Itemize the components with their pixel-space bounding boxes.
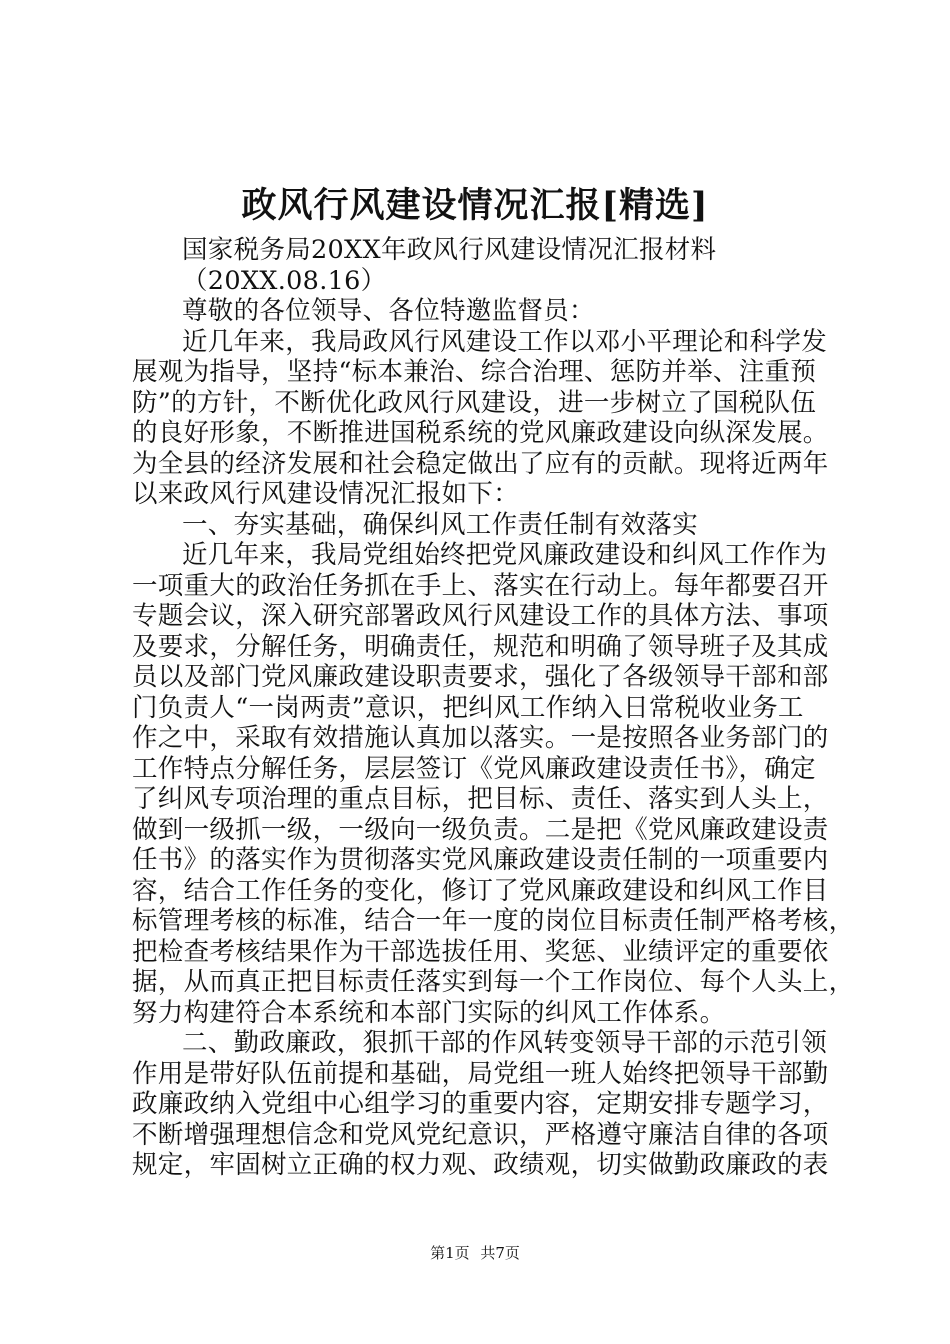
text-line: 国家税务局20XX年政风行风建设情况汇报材料	[182, 235, 717, 265]
page-number: 第1页	[430, 1244, 470, 1262]
text-line: 尊敬的各位领导、各位特邀监督员：	[182, 296, 595, 326]
text-line: （20XX.08.16）	[182, 265, 387, 296]
text-line: 员以及部门党风廉政建设职责要求，强化了各级领导干部和部	[132, 662, 829, 692]
text-line: 任书》的落实作为贯彻落实党风廉政建设责任制的一项重要内	[132, 845, 829, 875]
text-line: 了纠风专项治理的重点目标，把目标、责任、落实到人头上，	[132, 784, 829, 814]
text-line: 二、勤政廉政，狠抓干部的作风转变领导干部的示范引领	[182, 1028, 828, 1058]
text-line: 容，结合工作任务的变化，修订了党风廉政建设和纠风工作目	[132, 875, 829, 906]
text-line: 作用是带好队伍前提和基础，局党组一班人始终把领导干部勤	[132, 1058, 829, 1089]
text-line: 一、夯实基础，确保纠风工作责任制有效落实	[182, 509, 699, 540]
text-line: 门负责人“一岗两责”意识，把纠风工作纳入日常税收业务工	[132, 692, 804, 723]
text-line: 把检查考核结果作为干部选拔任用、奖惩、业绩评定的重要依	[132, 936, 829, 967]
document-body	[132, 235, 855, 1181]
page-footer	[0, 1243, 950, 1263]
text-line: 不断增强理想信念和党风党纪意识，严格遵守廉洁自律的各项	[132, 1119, 829, 1150]
text-line: 一项重大的政治任务抓在手上、落实在行动上。每年都要召开	[132, 570, 829, 601]
page-total: 共7页	[480, 1244, 520, 1262]
text-line: 展观为指导，坚持“标本兼治、综合治理、惩防并举、注重预	[132, 357, 817, 387]
text-line: 工作特点分解任务，层层签订《党风廉政建设责任书》，确定	[132, 753, 816, 784]
text-line: 政廉政纳入党组中心组学习的重要内容，定期安排专题学习，	[132, 1089, 829, 1119]
text-line: 作之中，采取有效措施认真加以落实。一是按照各业务部门的	[132, 723, 829, 753]
text-line: 的良好形象，不断推进国税系统的党风廉政建设向纵深发展。	[132, 418, 829, 448]
text-line: 近几年来，我局党组始终把党风廉政建设和纠风工作作为	[182, 540, 828, 570]
text-line: 标管理考核的标准，结合一年一度的岗位目标责任制严格考核，	[132, 906, 855, 936]
text-line: 为全县的经济发展和社会稳定做出了应有的贡献。现将近两年	[132, 448, 829, 479]
text-line: 做到一级抓一级，一级向一级负责。二是把《党风廉政建设责	[132, 814, 829, 845]
text-line: 及要求，分解任务，明确责任，规范和明确了领导班子及其成	[132, 631, 829, 662]
text-line: 专题会议，深入研究部署政风行风建设工作的具体方法、事项	[132, 601, 829, 631]
text-line: 近几年来，我局政风行风建设工作以邓小平理论和科学发	[182, 326, 828, 357]
document-title: 政风行风建设情况汇报[精选]	[241, 185, 709, 226]
text-line: 规定，牢固树立正确的权力观、政绩观，切实做勤政廉政的表	[132, 1150, 829, 1180]
text-line: 据，从而真正把目标责任落实到每一个工作岗位、每个人头上，	[132, 967, 855, 997]
text-line: 以来政风行风建设情况汇报如下：	[132, 479, 520, 509]
text-line: 防”的方针，不断优化政风行风建设，进一步树立了国税队伍	[132, 387, 817, 418]
text-line: 努力构建符合本系统和本部门实际的纠风工作体系。	[132, 997, 726, 1028]
